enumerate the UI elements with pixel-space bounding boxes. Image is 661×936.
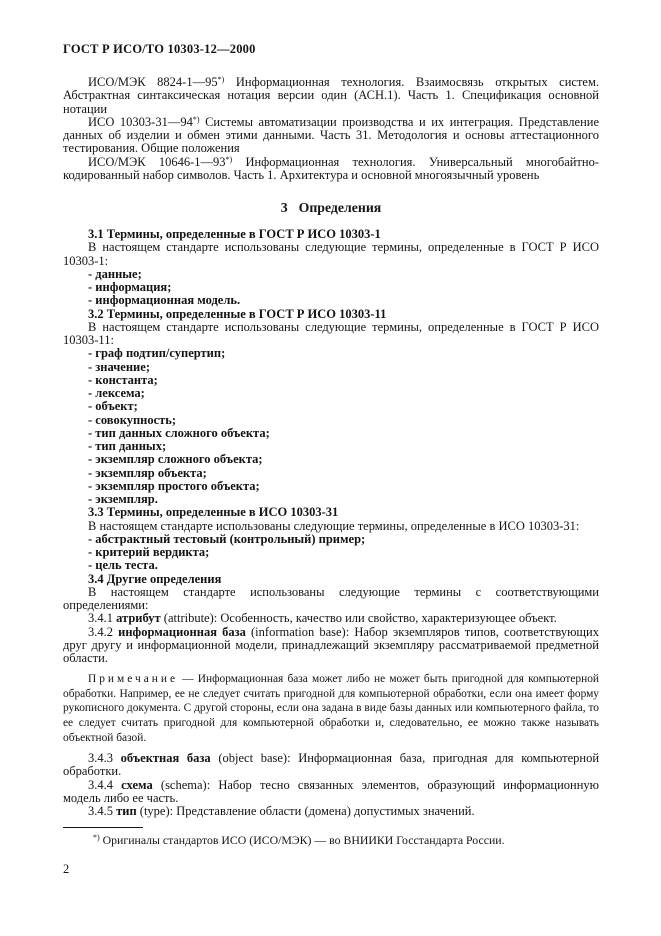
subsection-heading-3-2: 3.2 Термины, определенные в ГОСТ Р ИСО 10303-11 [88, 306, 387, 321]
definition-paragraph [63, 779, 599, 806]
subsection-intro-3-2: В настоящем стандарте использованы следующие термины, определенные в ГОСТ Р ИСО 10303-11: [63, 319, 599, 347]
term-list-item: - константа; [88, 372, 158, 387]
definition-paragraph [63, 626, 599, 666]
section-number: 3 [280, 200, 288, 215]
definition-term: объектная база [120, 751, 211, 766]
note-label: Примечание [88, 673, 179, 686]
subsection-intro-3-1: В настоящем стандарте использованы следующие термины, определенные в ГОСТ Р ИСО 10303-1: [63, 240, 599, 268]
subsection-heading-3-4: 3.4 Другие определения [88, 571, 222, 586]
term-list-item: - информация; [88, 280, 172, 294]
note-text: Информационная база может либо не может быть пригодной для компьютерной обработки. Например, ее не следует считать пригодной для компьютерной обработки, если она имеет форму рукописного документа. С другой стороны, если она задана в виде базы данных или компьютерного файла, то ее следует считать пригодной для компьютерной обработки и, следовательно, ее можно также называть объектной базой. [63, 673, 599, 744]
note-block [63, 672, 599, 745]
definition-term: схема [121, 777, 153, 792]
term-list-item: - граф подтип/супертип; [88, 346, 226, 361]
definition-number: 3.4.3 [88, 751, 113, 766]
footnote-marker: *) [225, 154, 233, 164]
definition-term: информационная база [118, 624, 246, 639]
term-list-item: - лексема; [88, 386, 145, 400]
term-list-item: - данные; [88, 266, 142, 281]
definition-term: атрибут [116, 611, 161, 626]
definition-term: тип [116, 804, 137, 819]
term-list-item: - объект; [88, 399, 138, 414]
reference-paragraph [63, 76, 599, 116]
definition-text: (object base): Информационная база, пригодная для компьютерной обработки. [63, 751, 600, 779]
definition-number: 3.4.2 [88, 624, 113, 639]
subsection-intro-3-3: В настоящем стандарте использованы следующие термины, определенные в ИСО 10303-31: [88, 518, 580, 533]
standard-code: ИСО/МЭК 8824-1—95 [88, 75, 218, 89]
section-title: Определения [298, 200, 382, 215]
subsection-heading-3-1: 3.1 Термины, определенные в ГОСТ Р ИСО 10303-1 [88, 227, 381, 241]
term-list-item: - значение; [88, 359, 150, 374]
footnote-marker: *) [192, 114, 200, 124]
term-list-item: - совокупность; [88, 412, 177, 427]
term-list-item: - цель теста. [88, 558, 158, 573]
footnote-text: Оригиналы стандартов ИСО (ИСО/МЭК) — во ВНИИКИ Госстандарта России. [102, 833, 505, 848]
definition-text: (type): Представление области (домена) допустимых значений. [139, 804, 475, 819]
subsection-heading-3-3: 3.3 Термины, определенные в ИСО 10303-31 [88, 505, 339, 520]
definition-paragraph [63, 752, 599, 779]
standard-code: ИСО 10303-31—94 [88, 114, 193, 129]
subsection-intro-3-4: В настоящем стандарте использованы следующие термины с соответствующими определениями: [63, 584, 599, 612]
term-list-item: - критерий вердикта; [88, 545, 210, 559]
term-list-item: - экземпляр. [88, 492, 158, 506]
footnote-marker: *) [93, 833, 100, 843]
definition-text: (information base): Набор экземпляров типов, соответствующих друг другу и информационной модели, принадлежащий экземпляру рассматриваемой предметной области. [63, 624, 600, 665]
footnote-rule [63, 827, 143, 828]
footnote-marker: *) [217, 75, 225, 84]
reference-text: Информационная технология. Взаимосвязь открытых систем. Абстрактная синтаксическая нотация версии один (АСН.1). Часть 1. Спецификация основной нотации [63, 75, 600, 116]
definition-text: (attribute): Особенность, качество или свойство, характеризующее объект. [163, 611, 557, 626]
definition-paragraph [63, 612, 599, 625]
note-dash: — [182, 673, 194, 686]
reference-text: Информационная технология. Универсальный многобайтно-кодированный набор символов. Часть 1. Архитектура и основной многоязычный уровень [63, 154, 599, 182]
reference-text: Системы автоматизации производства и их интеграция. Представление данных об изделии и обмен этими данными. Часть 31. Методология и основы аттестационного тестирования. Общие положения [63, 114, 599, 156]
term-list-item: - тип данных; [88, 439, 167, 453]
definition-number: 3.4.4 [88, 777, 113, 792]
definition-text: (schema): Набор тесно связанных элементов, образующий информационную модель либо ее часть. [63, 777, 600, 805]
page-number: 2 [63, 862, 70, 877]
term-list-item: - экземпляр простого объекта; [88, 478, 260, 493]
definition-paragraph [63, 805, 599, 818]
definition-number: 3.4.1 [88, 611, 113, 626]
section-heading [63, 200, 599, 216]
term-list-item: - информационная модель. [88, 293, 241, 308]
reference-paragraph [63, 116, 599, 156]
term-list-item: - экземпляр объекта; [88, 465, 207, 480]
term-list-item: - тип данных сложного объекта; [88, 425, 270, 440]
term-list-item: - экземпляр сложного объекта; [88, 452, 263, 467]
reference-paragraph [63, 156, 599, 183]
definition-number: 3.4.5 [88, 804, 113, 819]
standard-code: ИСО/МЭК 10646-1—93 [88, 154, 226, 169]
running-header: ГОСТ Р ИСО/ТО 10303-12—2000 [63, 42, 256, 56]
term-list-item: - абстрактный тестовый (контрольный) пример; [88, 531, 366, 546]
footnote [63, 833, 599, 847]
